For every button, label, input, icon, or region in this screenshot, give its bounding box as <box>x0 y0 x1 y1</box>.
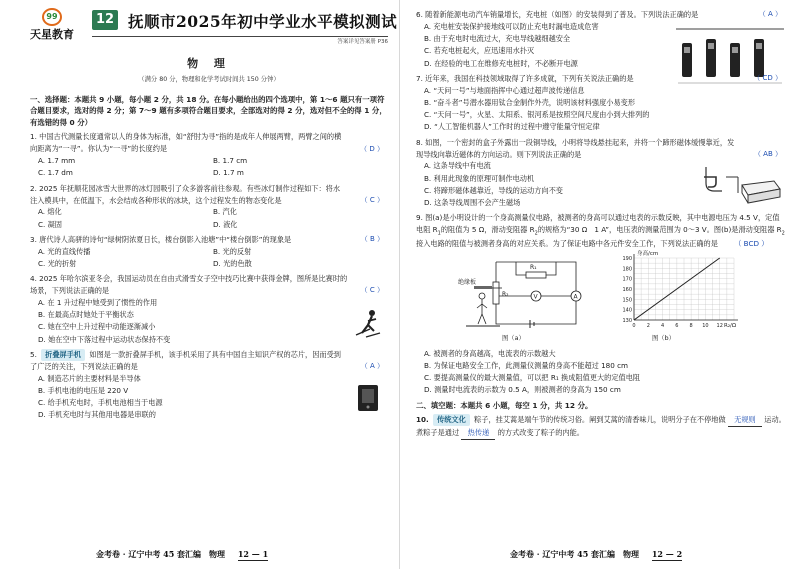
stem-text: 1. 中国古代测量长度通常以人的身体为标准，如“舒肘为寻”指的是成年人伸展两臂，两臂之间的横向距离为“一寻”。你认为“一寻”的长度约是 <box>30 132 342 154</box>
y-tick-labels <box>622 256 632 324</box>
question-9 <box>416 212 786 396</box>
option-d: D. 测量时电流表的示数为 0.5 A，则被测者的身高为 150 cm <box>424 385 621 395</box>
question-6 <box>416 9 786 70</box>
footer-brand: 金考卷 · 辽宁中考 45 套汇编 物理 <box>96 549 226 560</box>
x-tick-label: 0 <box>632 322 636 329</box>
circuit-diagram <box>456 252 586 342</box>
option-a: A. 制造芯片的主要材料是半导体 <box>38 373 141 383</box>
option-a: A. 这条导线中有电流 <box>424 161 491 171</box>
figure-a-label: 图（a） <box>502 334 525 342</box>
stem-text: 运动。煮粽子是通过 <box>416 415 786 438</box>
question-10 <box>416 414 786 440</box>
options <box>30 373 388 422</box>
option-c: C. 凝固 <box>38 219 62 229</box>
option-d: D. 她在空中下落过程中运动状态保持不变 <box>38 334 171 344</box>
height-resistance-chart <box>612 248 742 342</box>
stem-text: 的规格为“30 Ω 1 A”，电压表的测量范围为 0～3 V。图(b)是滑动变阻器 R <box>537 225 782 235</box>
question-5 <box>30 349 388 422</box>
option-a: A. 光的直线传播 <box>38 246 91 256</box>
option-a: A. 被测者的身高越高，电流表的示数越大 <box>424 348 556 358</box>
r2-label: R₂ <box>502 290 509 298</box>
ammeter-a: A <box>573 293 578 301</box>
option-d: D. 液化 <box>213 219 238 229</box>
y-axis-title: 身高/cm <box>637 250 659 257</box>
exam-note: （满分 80 分，物理和化学考试时间共 150 分钟） <box>138 76 280 83</box>
answer-mark: （ AB ） <box>753 149 782 158</box>
footer-left <box>96 549 268 561</box>
options <box>30 206 388 230</box>
left-body <box>30 91 388 422</box>
options <box>30 297 388 346</box>
option-a: A. 熔化 <box>38 207 62 217</box>
stem-text: 6. 随着新能源电动汽车销量增长，充电桩（如图）的安装得到了普及。下列说法正确的是 <box>416 10 699 19</box>
paper-number: 12 <box>92 10 118 30</box>
stem-text: 粽子，挂艾蒿是端午节的传统习俗。阐到艾蒿的清香味儿，说明分子在不停地做 <box>474 415 726 425</box>
option-b: B. 为保证电路安全工作，此测量仪测量的身高不能超过 180 cm <box>424 360 629 370</box>
question-7 <box>416 73 786 134</box>
option-b: B. “奋斗者”号潜水器用钛合金制作外壳，说明该材料强度小易变形 <box>424 97 636 107</box>
right-page <box>400 0 800 569</box>
page-number: 12 — 1 <box>237 549 269 560</box>
voltmeter-v: V <box>533 293 538 301</box>
person-head <box>479 293 485 299</box>
topic-tag: 传统文化 <box>433 414 470 426</box>
option-c: C. 1.7 dm <box>38 168 73 178</box>
page-number: 12 — 2 <box>651 549 683 560</box>
brand-badge: 99 <box>42 8 62 26</box>
folding-phone-figure <box>356 381 382 413</box>
question-stem <box>30 349 388 373</box>
stem-text: 的方式改变了粽子的内能。 <box>497 428 584 438</box>
question-8 <box>416 137 786 210</box>
answer-mark: （ B ） <box>360 235 384 244</box>
option-a: A. 在 1 升过程中她受到了惯性的作用 <box>38 297 158 307</box>
question-2 <box>30 183 388 231</box>
question-number: 10. <box>416 415 429 425</box>
figure9-row <box>416 252 786 344</box>
option-b: B. 1.7 cm <box>213 156 248 166</box>
section2-heading: 二、填空题：本题共 6 小题，每空 1 分，共 12 分。 <box>416 400 593 410</box>
stem-text: 如图是一款折叠屏手机，该手机采用了具有中国自主知识产权的芯片，因而受到了广泛的关注，下列说法正确的是 <box>30 349 341 371</box>
option-a: A. 1.7 mm <box>38 156 76 166</box>
footer-brand: 金考卷 · 辽宁中考 45 套汇编 物理 <box>510 549 640 560</box>
options <box>416 348 786 397</box>
option-a: A. “天问一号”与地面指挥中心通过超声波传递信息 <box>424 85 585 95</box>
magnet-box-figure <box>702 163 782 209</box>
brand-name: 天星教育 <box>30 28 74 41</box>
option-b: B. 利用此现象的原理可制作电动机 <box>424 173 535 183</box>
section1-heading: 一、选择题：本题共 9 小题，每小题 2 分，共 18 分。在每小题给出的四个选项中，第 1～6 题只有一项符合题目要求，选对的得 2 分；第 7～9 题有多项符合题目要求，全部选对的得 2 分，选对但不全的得 1 分，有选错的得 0 分） <box>30 95 387 127</box>
answer-mark: （ C ） <box>360 286 384 295</box>
subscript: 1 <box>437 230 441 237</box>
x-axis-title: R₂/Ω <box>724 322 737 329</box>
x-tick-label: 6 <box>675 322 679 329</box>
y-tick-label: 140 <box>622 307 632 314</box>
question-stem <box>30 234 388 246</box>
answer-mark: （ BCD ） <box>734 238 769 248</box>
chart-grid <box>634 258 734 320</box>
question-stem <box>30 131 388 155</box>
options <box>30 155 388 179</box>
y-tick-label: 130 <box>622 317 632 324</box>
option-d: D. 这条导线周围不会产生磁场 <box>424 198 521 208</box>
r1-label: R₁ <box>530 263 537 271</box>
stem-text: 7. 近年来，我国在科技领域取得了许多成就，下列有关说法正确的是 <box>416 73 634 83</box>
insulator-plate <box>474 286 492 289</box>
question-stem <box>416 9 786 21</box>
subject-title: 物 理 <box>187 57 231 70</box>
answer-mark: （ A ） <box>758 10 782 19</box>
answer-mark: （ C ） <box>360 195 384 204</box>
option-b: B. 由于充电时电流过大，充电导线越细越安全 <box>424 34 571 44</box>
stem-text: 2. 2025 年抚顺花园冰雪大世界的冰灯园吸引了众多游客前往参观。有些冰灯制作过程如下：将水注入模具中，在低温下，水会结成各种形状的冰块，这个过程发生的物态变化是 <box>30 183 341 205</box>
option-d: D. 1.7 m <box>213 168 244 178</box>
question-stem <box>30 273 388 297</box>
option-a: A. 充电桩安装保护接地线可以防止充电时漏电造成危害 <box>424 21 599 31</box>
footer-right <box>510 549 682 561</box>
option-d: D. 手机充电时与其他用电器是串联的 <box>38 410 156 420</box>
option-c: C. 要提高测量仪的最大测量值，可以把 R₁ 换成阻值更大的定值电阻 <box>424 373 641 383</box>
person-body <box>477 299 487 324</box>
option-b: B. 在最高点时她处于平衡状态 <box>38 310 134 320</box>
option-c: C. 将蹄形磁体越靠近，导线的运动方向不变 <box>424 185 563 195</box>
x-tick-label: 10 <box>702 322 709 329</box>
answer-blank-2: 热传递 <box>461 427 495 440</box>
title-rule <box>92 36 388 37</box>
option-d: D. 在经验的电工在维修充电桩时，不必断开电源 <box>424 58 578 68</box>
r2-resistor <box>493 282 499 304</box>
option-b: B. 光的反射 <box>213 246 252 256</box>
question-stem <box>30 183 388 207</box>
stem-text: 4. 2025 年哈尔滨亚冬会，我国运动员在自由式滑雪女子空中技巧比赛中获得金牌，图所是比赛时的场景，下列说法正确的是 <box>30 274 348 296</box>
question-1 <box>30 131 388 179</box>
option-d: D. 光的色散 <box>213 258 252 268</box>
stem-text: 的阻值为 5 Ω，滑动变阻器 R <box>440 225 535 235</box>
option-c: C. 若充电桩起火，应迅速用水扑灭 <box>424 46 535 56</box>
answer-mark: （ CD ） <box>753 74 782 83</box>
question-4 <box>30 273 388 346</box>
insulator-label: 绝缘板 <box>458 278 477 286</box>
option-c: C. 她在空中上升过程中动能逐渐减小 <box>38 322 156 332</box>
question-number: 5. <box>30 349 37 359</box>
x-tick-label: 4 <box>660 322 665 329</box>
right-body <box>416 6 786 440</box>
options <box>416 85 786 134</box>
question-stem <box>416 137 786 161</box>
figure-b-label: 图（b） <box>652 334 675 342</box>
option-c: C. “天问一号”，火星、太阳系、银河系是按照空间尺度由小到大排列的 <box>424 110 650 120</box>
y-tick-label: 190 <box>622 255 632 262</box>
stem-text: 8. 如图，一个密封的盒子外露出一段铜导线，小明将导线悬挂起来，并将一个蹄形磁体缓慢靠近，发现导线向靠近磁体的方向运动。则下列说法正确的是 <box>416 137 735 159</box>
y-tick-label: 180 <box>622 266 632 273</box>
option-d: D. “人工智能机器人”工作时的过程中遵守能量守恒定律 <box>424 122 600 132</box>
option-c: C. 给手机充电时，手机电池相当于电源 <box>38 398 163 408</box>
question-stem <box>416 73 786 85</box>
answer-blank-1: 无规则 <box>728 414 762 427</box>
answer-mark: （ A ） <box>360 362 384 371</box>
subscript: 2 <box>534 230 538 237</box>
y-tick-label: 150 <box>622 297 632 304</box>
answer-mark: （ D ） <box>360 144 384 153</box>
subscript: 2 <box>781 230 785 237</box>
question-stem <box>416 212 786 249</box>
y-tick-label: 160 <box>622 286 632 293</box>
chart-axes <box>634 254 738 320</box>
stem-text: 接入电路的阻值与被测者身高的对应关系。为了保证电路中各元件安全工作，下列说法正确的是 <box>416 238 718 248</box>
option-c: C. 光的折射 <box>38 258 77 268</box>
x-tick-labels <box>632 323 722 329</box>
skier-figure <box>348 307 388 339</box>
stem-text: 3. 唐代诗人高骈的诗句“绿树阴浓夏日长，楼台倒影入池塘”中“楼台倒影”的现象是 <box>30 234 292 244</box>
x-tick-label: 8 <box>689 322 693 329</box>
options <box>30 246 388 270</box>
brand-logo <box>30 8 90 48</box>
r1-resistor <box>526 272 546 278</box>
x-tick-label: 12 <box>716 322 723 329</box>
y-tick-label: 170 <box>622 276 632 283</box>
answer-reference: 答案详见答案册 P36 <box>337 39 388 45</box>
question-3 <box>30 234 388 270</box>
stem-text: 9. 图(a)是小明设计的一个身高测量仪电路，被测者的身高可以通过电表的示数反映，其中电源电压为 4.5 V，定值电阻 R <box>416 213 780 235</box>
topic-tag: 折叠屏手机 <box>41 349 85 361</box>
x-tick-label: 2 <box>646 322 650 329</box>
exam-title: 抚顺市2025年初中学业水平模拟测试 <box>128 12 398 31</box>
option-b: B. 手机电池的电压是 220 V <box>38 385 129 395</box>
option-b: B. 汽化 <box>213 207 237 217</box>
